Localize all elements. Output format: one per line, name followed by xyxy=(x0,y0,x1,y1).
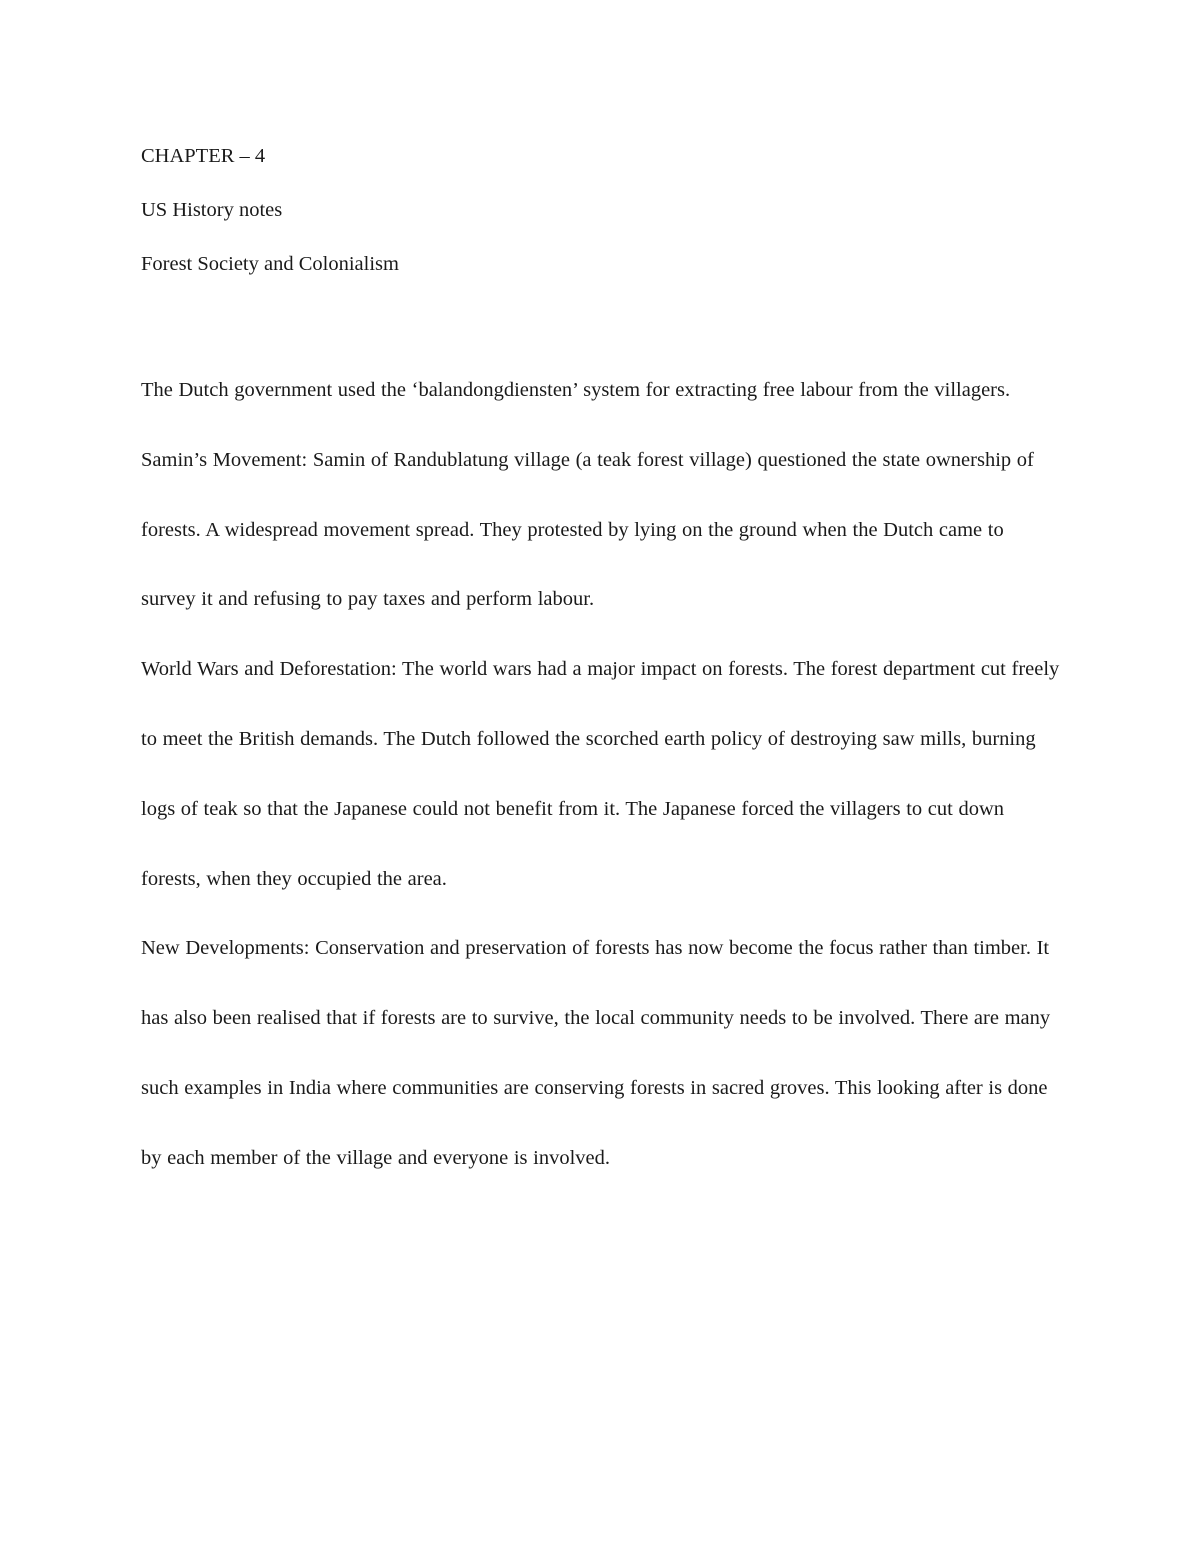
document-body xyxy=(141,356,1061,1194)
paragraph-balandongdiensten: The Dutch government used the ‘balandongdiensten’ system for extracting free labour from the villagers. xyxy=(141,379,1011,401)
paragraph-world-wars: World Wars and Deforestation: The world wars had a major impact on forests. The forest department cut freely to meet the British demands. The Dutch followed the scorched earth policy of destroying saw mills, burning logs of teak so that the Japanese could not benefit from it. The Japanese forced the villagers to cut down forests, when they occupied the area. xyxy=(141,658,1060,890)
paragraph-new-developments: New Developments: Conservation and preservation of forests has now become the focus rather than timber. It has also been realised that if forests are to survive, the local community needs to be involved. There are many such examples in India where communities are conserving forests in sacred groves. This looking after is done by each member of the village and everyone is involved. xyxy=(141,937,1051,1169)
paragraph-samins-movement: Samin’s Movement: Samin of Randublatung village (a teak forest village) questioned the state ownership of forests. A widespread movement spread. They protested by lying on the ground when the Dutch came to survey it and refusing to pay taxes and perform labour. xyxy=(141,448,1034,611)
chapter-heading: CHAPTER – 4 xyxy=(141,145,266,167)
document-title: Forest Society and Colonialism xyxy=(141,253,399,275)
document-subtitle: US History notes xyxy=(141,199,283,221)
